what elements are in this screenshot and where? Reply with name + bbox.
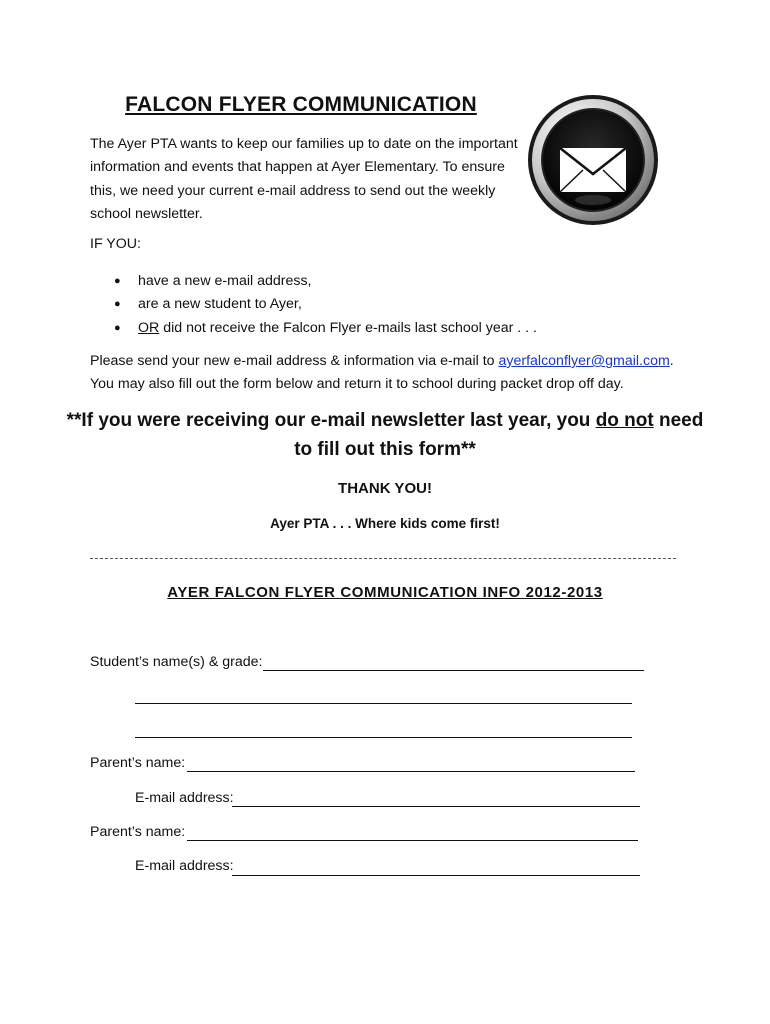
- send-instructions: [90, 350, 710, 397]
- parent-name-field[interactable]: [187, 840, 638, 841]
- email-link[interactable]: ayerfalconflyer@gmail.com: [498, 353, 670, 369]
- condition-text: have a new e-mail address,: [138, 273, 312, 289]
- email-address-field[interactable]: [232, 875, 640, 876]
- condition-text: did not receive the Falcon Flyer e-mails last school year . . .: [159, 319, 537, 336]
- student-name-label: Student’s name(s) & grade:: [90, 654, 263, 670]
- notice-part1: **If you were receiving our e-mail newsletter last year, you: [66, 410, 596, 431]
- thank-you: THANK YOU!: [338, 480, 432, 497]
- student-name-field-line3[interactable]: [135, 737, 632, 738]
- list-item: [90, 293, 537, 316]
- list-item: [90, 317, 537, 340]
- cut-line-divider: [90, 558, 676, 559]
- tagline: Ayer PTA . . . Where kids come first!: [270, 516, 500, 531]
- bullet-icon: ●: [114, 298, 121, 311]
- email-address-field[interactable]: [232, 806, 640, 807]
- notice-part2: need to fill out this form**: [294, 410, 704, 460]
- email-address-label: E-mail address:: [135, 858, 234, 874]
- list-item: [90, 270, 537, 293]
- envelope-icon: [527, 94, 659, 226]
- send-line2: You may also fill out the form below and return it to school during packet drop off day.: [90, 376, 624, 393]
- parent-name-field[interactable]: [187, 771, 635, 772]
- conditions-lead: IF YOU:: [90, 236, 141, 252]
- send-punct: .: [669, 353, 674, 369]
- send-text: Please send your new e-mail address & information via e-mail to: [90, 353, 499, 369]
- email-address-label: E-mail address:: [135, 790, 234, 806]
- parent-name-label: Parent’s name:: [90, 755, 186, 771]
- parent-name-label: Parent’s name:: [90, 824, 186, 840]
- notice-emphasis: do not: [595, 410, 654, 431]
- conditions-list: [90, 270, 537, 340]
- condition-text: are a new student to Ayer,: [138, 296, 302, 313]
- page-title: FALCON FLYER COMMUNICATION: [125, 93, 477, 116]
- condition-prefix: OR: [138, 319, 160, 336]
- intro-paragraph: The Ayer PTA wants to keep our families up to date on the important information and events that happen at Ayer Elementary. To ensure this, we need your current e-mail address to send out the weekly school newsletter.: [90, 136, 518, 222]
- student-name-field[interactable]: [263, 670, 644, 671]
- bullet-icon: ●: [114, 321, 121, 334]
- student-name-field-line2[interactable]: [135, 703, 632, 704]
- notice-heading: [60, 406, 710, 464]
- bullet-icon: ●: [114, 275, 121, 287]
- form-title: AYER FALCON FLYER COMMUNICATION INFO 2012-2013: [167, 584, 603, 601]
